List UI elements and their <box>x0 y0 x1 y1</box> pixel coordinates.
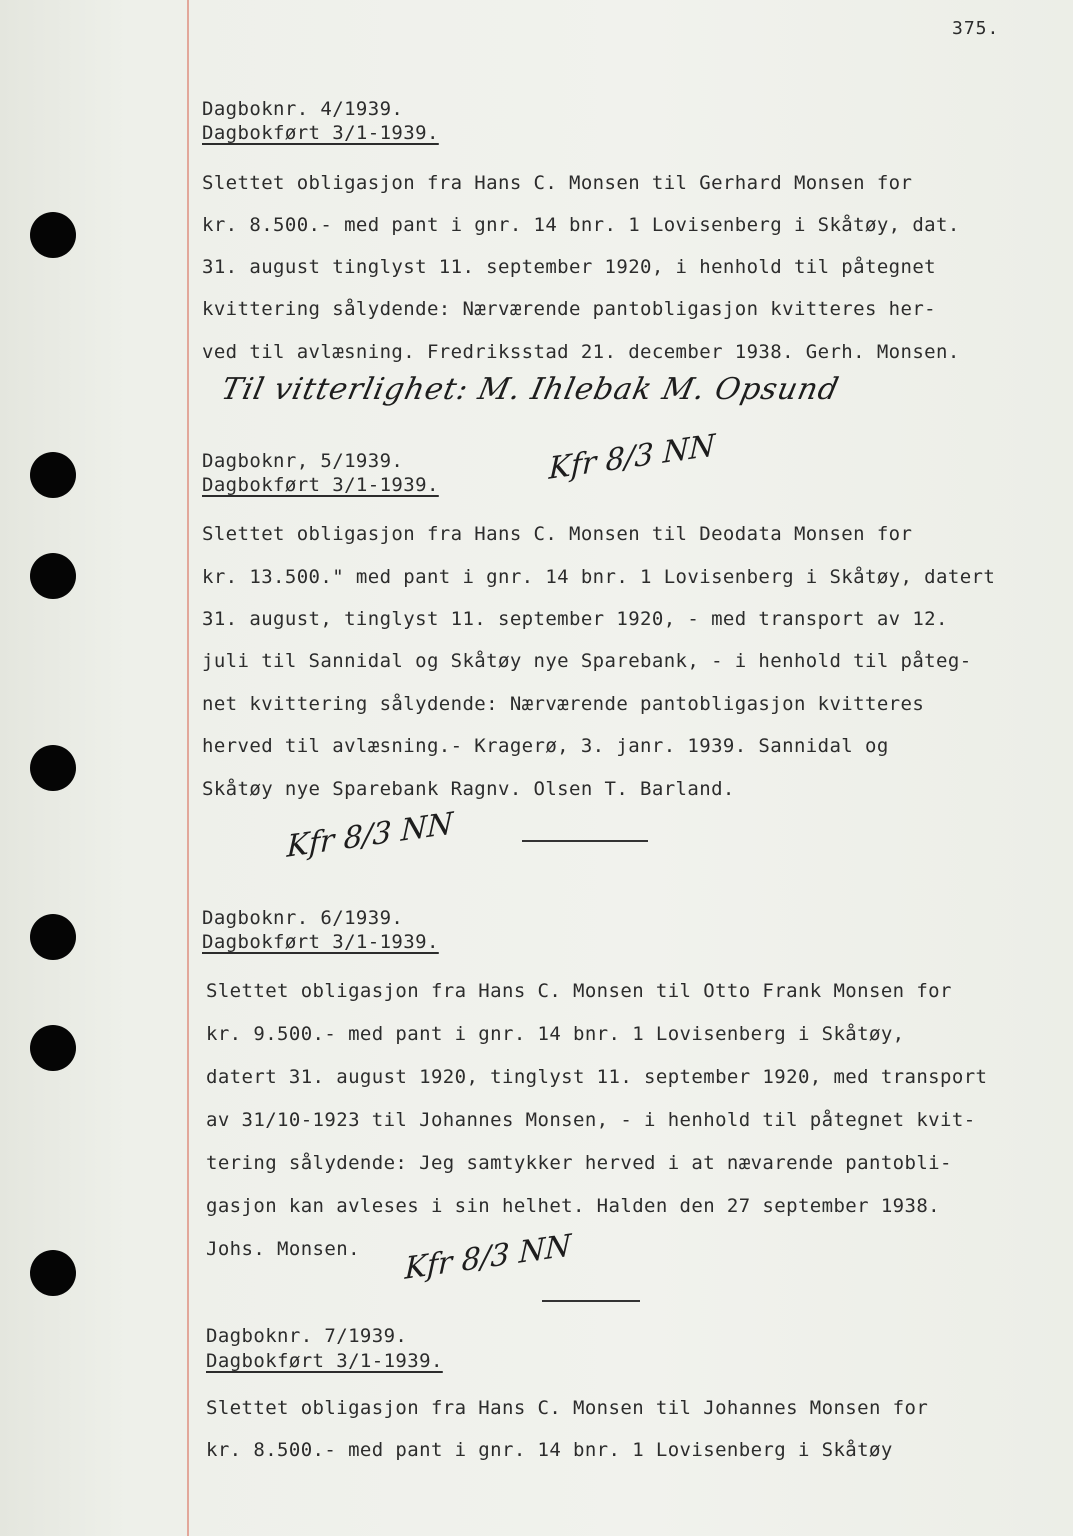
entry-dagboknr: Dagboknr. 4/1939. <box>202 98 404 120</box>
handwritten-initials: Kfr 8/3 NN <box>404 1228 572 1287</box>
entry-text-line: datert 31. august 1920, tinglyst 11. september 1920, med transport <box>206 1066 988 1088</box>
entry-text-line: 31. august tinglyst 11. september 1920, i henhold til påtegnet <box>202 256 937 278</box>
separator-rule <box>522 840 648 842</box>
punch-hole <box>30 1250 76 1296</box>
punch-hole <box>30 553 76 599</box>
handwritten-initials: Kfr 8/3 NN <box>286 806 454 865</box>
entry-text-line: herved til avlæsning.- Kragerø, 3. janr. 1939. Sannidal og <box>202 735 889 757</box>
entry-text-line: kr. 9.500.- med pant i gnr. 14 bnr. 1 Lovisenberg i Skåtøy, <box>206 1023 905 1045</box>
entry-dagbokfort: Dagbokført 3/1-1939. <box>202 474 439 496</box>
entry-dagbokfort: Dagbokført 3/1-1939. <box>202 122 439 144</box>
entry-dagboknr: Dagboknr. 7/1939. <box>206 1325 408 1347</box>
entry-text-line: Slettet obligasjon fra Hans C. Monsen til Gerhard Monsen for <box>202 172 913 194</box>
entry-dagboknr: Dagboknr, 5/1939. <box>202 450 404 472</box>
entry-text-line: Slettet obligasjon fra Hans C. Monsen til Otto Frank Monsen for <box>206 980 952 1002</box>
handwritten-witness: Til vitterlighet: M. Ihlebak M. Opsund <box>218 372 843 407</box>
punch-hole <box>30 914 76 960</box>
entry-text-line: av 31/10-1923 til Johannes Monsen, - i henhold til påtegnet kvit- <box>206 1109 976 1131</box>
entry-text-line: Johs. Monsen. <box>206 1238 360 1260</box>
entry-text-line: 31. august, tinglyst 11. september 1920, - med transport av 12. <box>202 608 948 630</box>
entry-text-line: ved til avlæsning. Fredriksstad 21. december 1938. Gerh. Monsen. <box>202 341 960 363</box>
entry-text-line: Slettet obligasjon fra Hans C. Monsen til Deodata Monsen for <box>202 523 913 545</box>
entry-text-line: net kvittering sålydende: Nærværende pantobligasjon kvitteres <box>202 693 925 715</box>
margin-rule <box>187 0 189 1536</box>
separator-rule <box>542 1300 640 1302</box>
punch-hole <box>30 452 76 498</box>
entry-text-line: tering sålydende: Jeg samtykker herved i at nævarende pantobli- <box>206 1152 952 1174</box>
entry-text-line: kvittering sålydende: Nærværende pantobligasjon kvitteres her- <box>202 298 937 320</box>
punch-hole <box>30 212 76 258</box>
page-number: 375. <box>952 18 1000 39</box>
entry-text-line: gasjon kan avleses i sin helhet. Halden den 27 september 1938. <box>206 1195 941 1217</box>
entry-text-line: kr. 13.500." med pant i gnr. 14 bnr. 1 Lovisenberg i Skåtøy, datert <box>202 566 996 588</box>
entry-text-line: Skåtøy nye Sparebank Ragnv. Olsen T. Barland. <box>202 778 735 800</box>
punch-hole <box>30 745 76 791</box>
handwritten-initials: Kfr 8/3 NN <box>548 428 716 487</box>
entry-text-line: kr. 8.500.- med pant i gnr. 14 bnr. 1 Lovisenberg i Skåtøy, dat. <box>202 214 960 236</box>
entry-dagboknr: Dagboknr. 6/1939. <box>202 907 404 929</box>
entry-text-line: juli til Sannidal og Skåtøy nye Sparebank, - i henhold til påteg- <box>202 650 972 672</box>
entry-text-line: Slettet obligasjon fra Hans C. Monsen til Johannes Monsen for <box>206 1397 929 1419</box>
punch-hole <box>30 1025 76 1071</box>
entry-text-line: kr. 8.500.- med pant i gnr. 14 bnr. 1 Lovisenberg i Skåtøy <box>206 1439 893 1461</box>
entry-dagbokfort: Dagbokført 3/1-1939. <box>206 1350 443 1372</box>
entry-dagbokfort: Dagbokført 3/1-1939. <box>202 931 439 953</box>
